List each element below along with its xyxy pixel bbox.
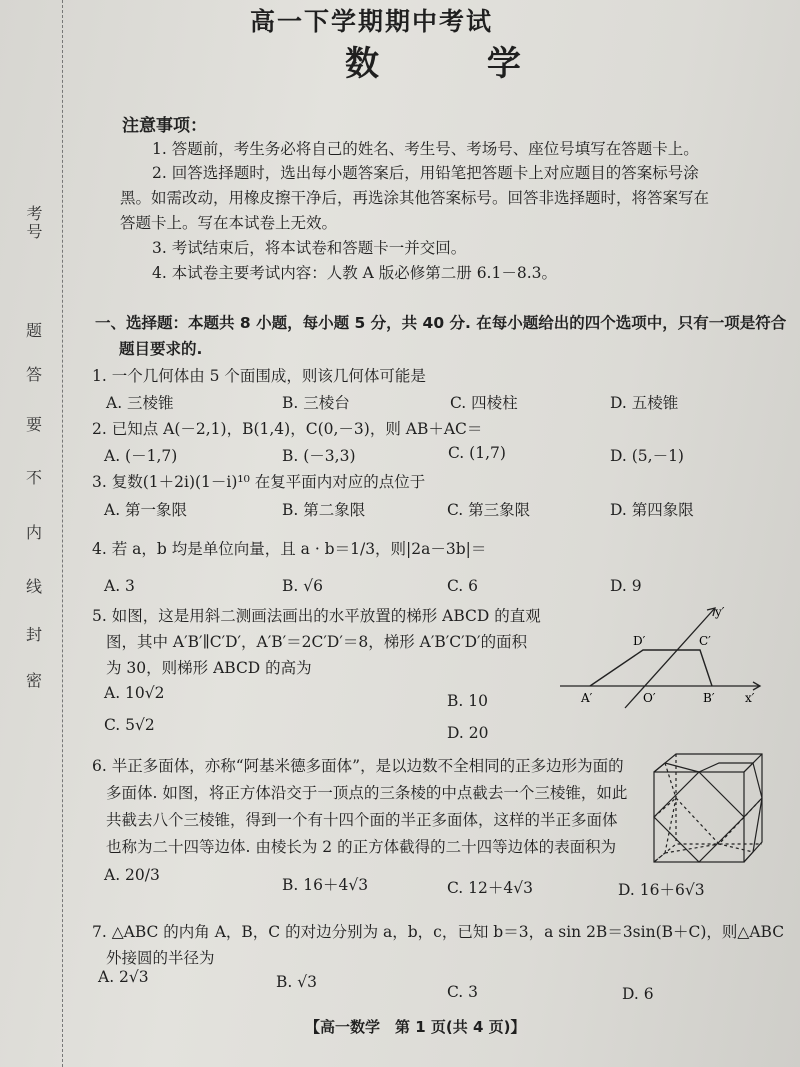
option-c: C. 6 — [447, 577, 479, 595]
trapezoid-figure — [555, 600, 765, 710]
option-d: D. 第四象限 — [610, 501, 694, 519]
option-a: A. 第一象限 — [104, 501, 188, 519]
label-c: C′ — [699, 634, 711, 648]
option-d: D. 五棱锥 — [610, 394, 679, 412]
front-square — [654, 772, 744, 862]
question-6-line: 共截去八个三棱锥，得到一个有十四个面的半正多面体，这样的半正多面体 — [106, 811, 618, 829]
option-c: C. 第三象限 — [447, 501, 531, 519]
option-c: C. (1,7) — [448, 444, 506, 462]
label-a: A′ — [581, 691, 593, 705]
option-c: C. 12＋4√3 — [447, 879, 533, 897]
seal-char: 内 — [26, 523, 43, 542]
question-6-line: 多面体. 如图，将正方体沿交于一顶点的三条棱的中点截去一个三棱锥，如此 — [106, 784, 628, 802]
seal-char: 线 — [26, 577, 43, 596]
option-b: B. 三棱台 — [282, 394, 350, 412]
exam-number-label: 考号 — [24, 205, 43, 241]
label-o: O′ — [643, 691, 656, 705]
label-d: D′ — [633, 634, 646, 648]
seal-char: 密 — [26, 671, 43, 690]
question-1: 1. 一个几何体由 5 个面围成，则该几何体可能是 — [92, 367, 426, 385]
cuboctahedron-figure — [650, 750, 768, 866]
section-heading: 一、选择题：本题共 8 小题，每小题 5 分，共 40 分. 在每小题给出的四个选项中，只有一项是符合 — [95, 314, 787, 332]
seal-char: 答 — [26, 365, 43, 384]
cube-front — [654, 772, 744, 862]
question-6-line: 也称为二十四等边体. 由棱长为 2 的正方体截得的二十四等边体的表面积为 — [106, 838, 617, 856]
subject-title: 数 学 — [345, 44, 569, 84]
seal-char: 题 — [26, 321, 43, 340]
option-a: A. 20/3 — [104, 866, 160, 884]
option-a: A. 三棱锥 — [106, 394, 174, 412]
option-d: D. 9 — [610, 577, 642, 595]
option-b: B. (－3,3) — [282, 447, 356, 465]
exam-title: 高一下学期期中考试 — [250, 7, 494, 36]
seal-char: 要 — [26, 415, 43, 434]
option-c: C. 5√2 — [104, 716, 155, 734]
option-b: B. 16＋4√3 — [282, 876, 369, 894]
seal-char: 封 — [26, 625, 43, 644]
question-6: 6. 半正多面体，亦称“阿基米德多面体”，是以边数不全相同的正多边形为面的 — [92, 757, 624, 775]
option-b: B. 10 — [447, 692, 488, 710]
question-7-line: 外接圆的半径为 — [106, 949, 215, 967]
label-x: x′ — [745, 691, 755, 705]
option-d: D. 20 — [447, 724, 489, 742]
question-5: 5. 如图，这是用斜二测画法画出的水平放置的梯形 ABCD 的直观 — [92, 607, 541, 625]
option-a: A. 2√3 — [98, 968, 149, 986]
option-b: B. √3 — [276, 973, 317, 991]
notice-line: 4. 本试卷主要考试内容：人教 A 版必修第二册 6.1－8.3。 — [152, 264, 557, 282]
option-c: C. 3 — [447, 983, 479, 1001]
question-5-line: 为 30，则梯形 ABCD 的高为 — [106, 659, 312, 677]
label-y: y′ — [715, 605, 725, 619]
notice-line: 1. 答题前，考生务必将自己的姓名、考生号、考场号、座位号填写在答题卡上。 — [152, 140, 699, 158]
notice-line: 黑。如需改动，用橡皮擦干净后，再选涂其他答案标号。回答非选择题时，将答案写在 — [120, 189, 710, 207]
y-axis — [625, 608, 715, 708]
option-b: B. √6 — [282, 577, 323, 595]
option-b: B. 第二象限 — [282, 501, 366, 519]
option-a: A. 3 — [104, 577, 135, 595]
trapezoid — [590, 650, 712, 686]
option-d: D. (5,－1) — [610, 447, 684, 465]
question-7: 7. △ABC 的内角 A，B，C 的对边分别为 a，b，c，已知 b＝3，a sin 2B＝3sin(B＋C)，则△ABC — [92, 923, 785, 941]
option-d: D. 16＋6√3 — [618, 881, 705, 899]
question-5-line: 图，其中 A′B′∥C′D′，A′B′＝2C′D′＝8，梯形 A′B′C′D′的面积 — [106, 633, 528, 651]
seal-char: 不 — [26, 468, 43, 487]
notice-line: 2. 回答选择题时，选出每小题答案后，用铅笔把答题卡上对应题目的答案标号涂 — [152, 164, 699, 182]
question-3: 3. 复数(1＋2i)(1－i)¹⁰ 在复平面内对应的点位于 — [92, 473, 426, 491]
option-d: D. 6 — [622, 985, 654, 1003]
question-4: 4. 若 a，b 均是单位向量，且 a · b＝1/3，则|2a－3b|＝ — [92, 540, 487, 558]
question-2: 2. 已知点 A(－2,1)，B(1,4)，C(0,－3)，则 AB＋AC＝ — [92, 420, 483, 438]
option-a: A. (－1,7) — [104, 447, 178, 465]
notice-line: 3. 考试结束后，将本试卷和答题卡一并交回。 — [152, 239, 467, 257]
option-a: A. 10√2 — [104, 684, 165, 702]
notice-line: 答题卡上。写在本试卷上无效。 — [120, 214, 338, 232]
label-b: B′ — [703, 691, 715, 705]
option-c: C. 四棱柱 — [450, 394, 518, 412]
notice-heading: 注意事项： — [122, 116, 207, 136]
section-heading-cont: 题目要求的. — [119, 340, 203, 358]
page-footer: 【高一数学 第 1 页(共 4 页)】 — [305, 1018, 526, 1036]
binding-margin — [0, 0, 63, 1067]
